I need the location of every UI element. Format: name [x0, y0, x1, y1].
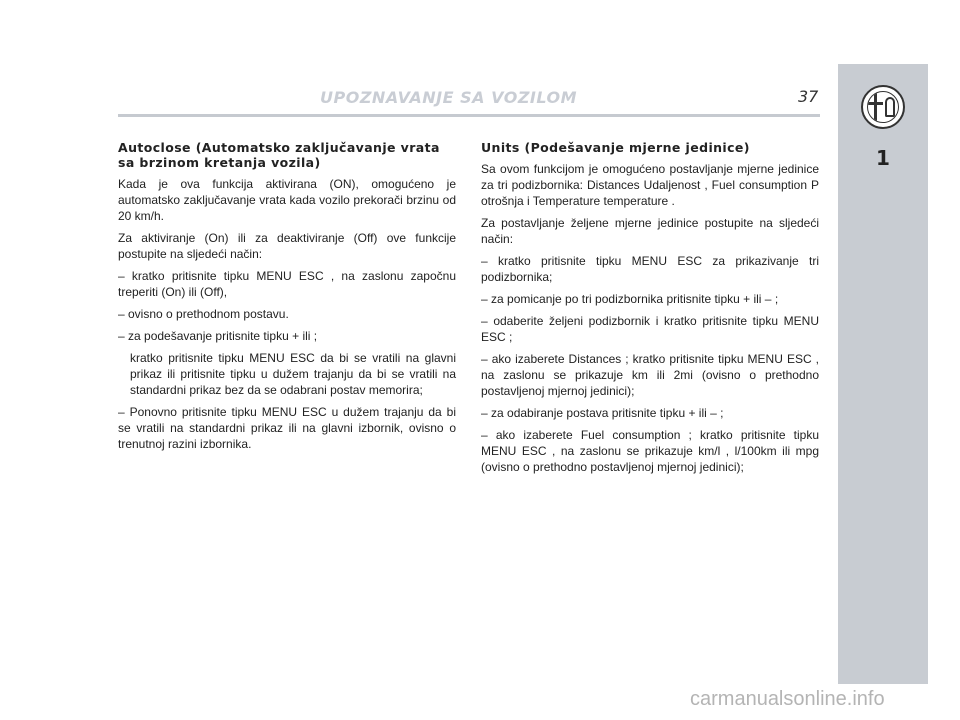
list-item: – kratko pritisnite tipku MENU ESC , na zaslonu započnu treperiti (On) ili (Off),	[118, 269, 456, 299]
chapter-number: 1	[876, 146, 890, 170]
left-column	[118, 140, 456, 458]
right-column	[481, 140, 819, 481]
paragraph: Kada je ova funkcija aktivirana (ON), omogućeno je automatsko zaključavanje vrata kada vozilo prekorači brzinu od 20 km/h.	[118, 177, 456, 223]
brand-logo-icon	[861, 85, 905, 129]
watermark: carmanualsonline.info	[690, 688, 885, 710]
list-item: – odaberite željeni podizbornik i kratko pritisnite tipku MENU ESC ;	[481, 314, 819, 344]
running-header-title: UPOZNAVANJE SA VOZILOM	[320, 88, 578, 107]
paragraph: Za aktiviranje (On) ili za deaktiviranje (Off) ove funkcije postupite na sljedeći način:	[118, 231, 456, 261]
list-item: – za odabiranje postava pritisnite tipku + ili – ;	[481, 406, 724, 420]
list-item: – ovisno o prethodnom postavu.	[118, 307, 289, 321]
list-item: – za pomicanje po tri podizbornika pritisnite tipku + ili – ;	[481, 292, 779, 306]
list-item: – kratko pritisnite tipku MENU ESC za prikazivanje tri podizbornika;	[481, 254, 819, 284]
paragraph: Za postavljanje željene mjerne jedinice postupite na sljedeći način:	[481, 216, 819, 246]
list-item: – ako izaberete Distances ; kratko pritisnite tipku MENU ESC , na zaslonu se prikazuje km ili 2mi (ovisno o prethodno postavljenoj mjernoj jedinici);	[481, 352, 819, 398]
list-item: – za podešavanje pritisnite tipku + ili ;	[118, 329, 318, 343]
list-item: – ako izaberete Fuel consumption ; kratko pritisnite tipku MENU ESC , na zaslonu se prikazuje km/l , l/100km ili mpg (ovisno o prethodno postavljenoj mjernoj jedinici);	[481, 428, 819, 474]
section-heading-units: Units (Podešavanje mjerne jedinice)	[481, 140, 750, 155]
section-heading-autoclose: Autoclose (Automatsko zaključavanje vrata sa brzinom kretanja vozila)	[118, 140, 440, 170]
list-item: – Ponovno pritisnite tipku MENU ESC u dužem trajanju da bi se vratili na standardni prikaz ili na glavni izbornik, ovisno o trenutnoj razini izbornika.	[118, 405, 456, 451]
paragraph: Sa ovom funkcijom je omogućeno postavljanje mjerne jedinice za tri podizbornika: Distances Udaljenost , Fuel consumption P otrošnja i Temperature temperature .	[481, 162, 819, 208]
header-divider	[118, 114, 820, 117]
page-number: 37	[798, 87, 819, 106]
paragraph: kratko pritisnite tipku MENU ESC da bi se vratili na glavni prikaz ili pritisnite tipku u dužem trajanju da bi se vratili na standardni prikaz bez da se odabrani postav memorira;	[130, 351, 456, 397]
